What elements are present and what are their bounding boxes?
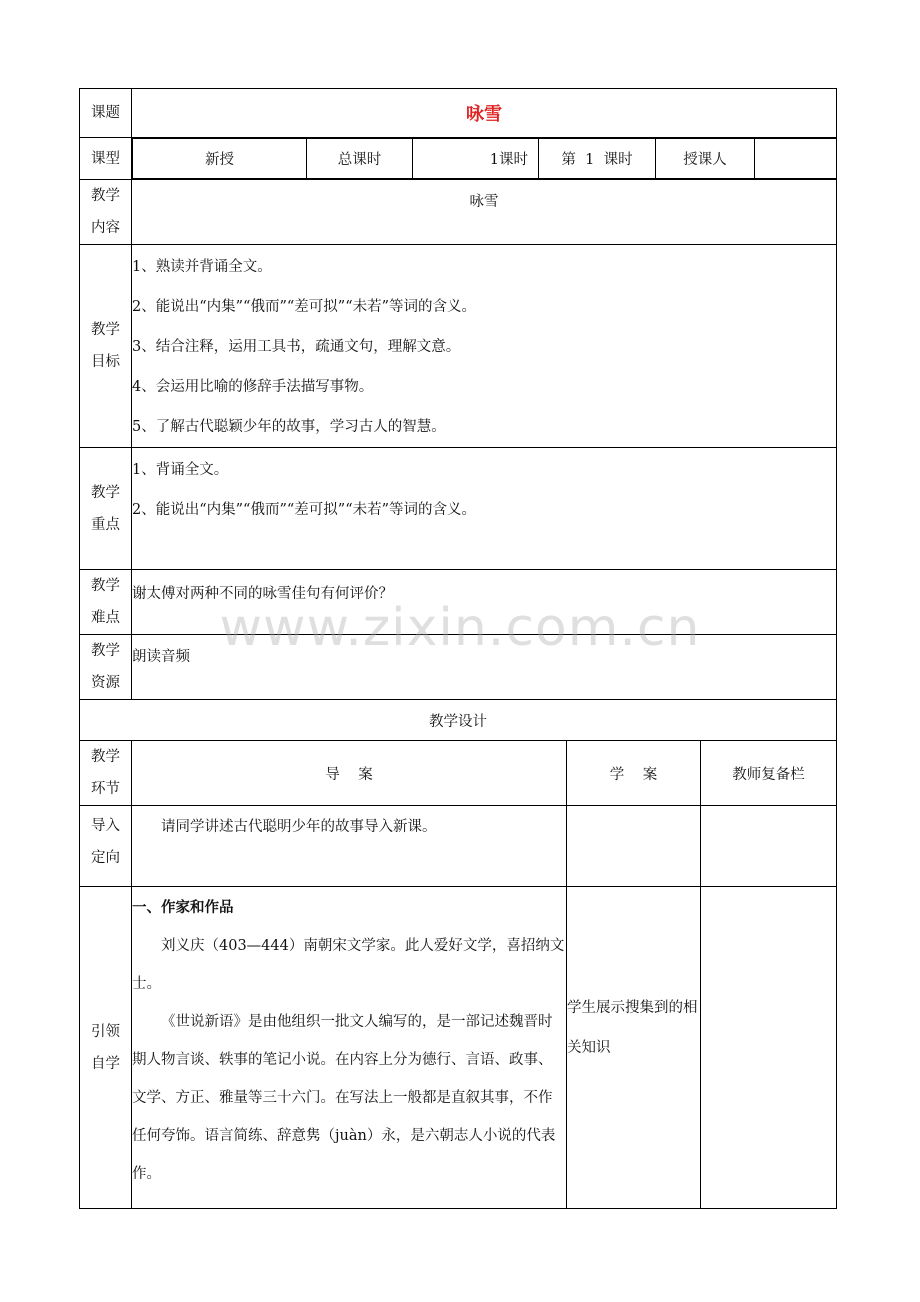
notes-cell — [701, 887, 837, 1209]
type-value: 新授 — [133, 139, 307, 179]
key-points-list — [132, 448, 837, 570]
total-hours-label: 总课时 — [307, 139, 413, 179]
key-point-item: 1、背诵全文。 — [132, 462, 229, 478]
section-heading: 一、作家和作品 — [132, 899, 234, 916]
objective-item: 5、了解古代聪颖少年的故事，学习古人的智慧。 — [132, 419, 446, 435]
objective-item: 2、能说出“内集”“俄而”“差可拟”“未若”等词的含义。 — [132, 299, 477, 315]
topic-label: 课题 — [80, 89, 132, 138]
lesson-plan-table — [79, 88, 837, 1209]
objectives-list — [132, 245, 837, 448]
key-points-label: 教学 重点 — [80, 448, 132, 570]
teacher-value — [755, 139, 837, 179]
type-label: 课型 — [80, 138, 132, 180]
table-row: 导入 定向 — [80, 806, 132, 887]
guide-cell: 请同学讲述古代聪明少年的故事导入新课。 — [132, 806, 567, 887]
resources-value: 朗读音频 — [132, 635, 837, 700]
notes-column-header: 教师复备栏 — [701, 741, 837, 806]
difficulties-label: 教学 难点 — [80, 570, 132, 635]
paragraph: 《世说新语》是由他组织一批文人编写的，是一部记述魏晋时期人物言谈、轶事的笔记小说。在内容上分为德行、言语、政事、文学、方正、雅量等三十六门。在写法上一般都是直叙其事，不作任何夸饰。语言简练、辞意隽（juàn）永，是六朝志人小说的代表作。 — [132, 1014, 556, 1182]
objective-item: 3、结合注释，运用工具书，疏通文句，理解文意。 — [132, 339, 461, 355]
stage-column-header: 教学 环节 — [80, 741, 132, 806]
watermark: www.zixin.com.cn — [219, 598, 701, 658]
difficulties-value: 谢太傅对两种不同的咏雪佳句有何评价？ — [132, 570, 837, 635]
paragraph: 刘义庆（403—444）南朝宋文学家。此人爱好文学，喜招纳文士。 — [132, 938, 565, 992]
resources-label: 教学 资源 — [80, 635, 132, 700]
total-hours-value: 1课时 — [413, 139, 539, 179]
lesson-title: 咏雪 — [132, 89, 837, 138]
type-row — [132, 138, 837, 180]
objectives-label: 教学 目标 — [80, 245, 132, 448]
content-label: 教学 内容 — [80, 180, 132, 245]
study-column-header: 学 案 — [567, 741, 701, 806]
design-title: 教学设计 — [80, 700, 837, 741]
content-value: 咏雪 — [132, 180, 837, 245]
guide-column-header: 导 案 — [132, 741, 567, 806]
objective-item: 4、会运用比喻的修辞手法描写事物。 — [132, 379, 374, 395]
objective-item: 1、熟读并背诵全文。 — [132, 259, 272, 275]
notes-cell — [701, 806, 837, 887]
table-row: 引领 自学 — [80, 887, 132, 1209]
study-cell: 学生展示搜集到的相关知识 — [567, 887, 701, 1209]
study-cell — [567, 806, 701, 887]
period-value: 第 1 课时 — [539, 139, 656, 179]
guide-cell — [132, 887, 567, 1209]
key-point-item: 2、能说出“内集”“俄而”“差可拟”“未若”等词的含义。 — [132, 502, 477, 518]
teacher-label: 授课人 — [656, 139, 755, 179]
